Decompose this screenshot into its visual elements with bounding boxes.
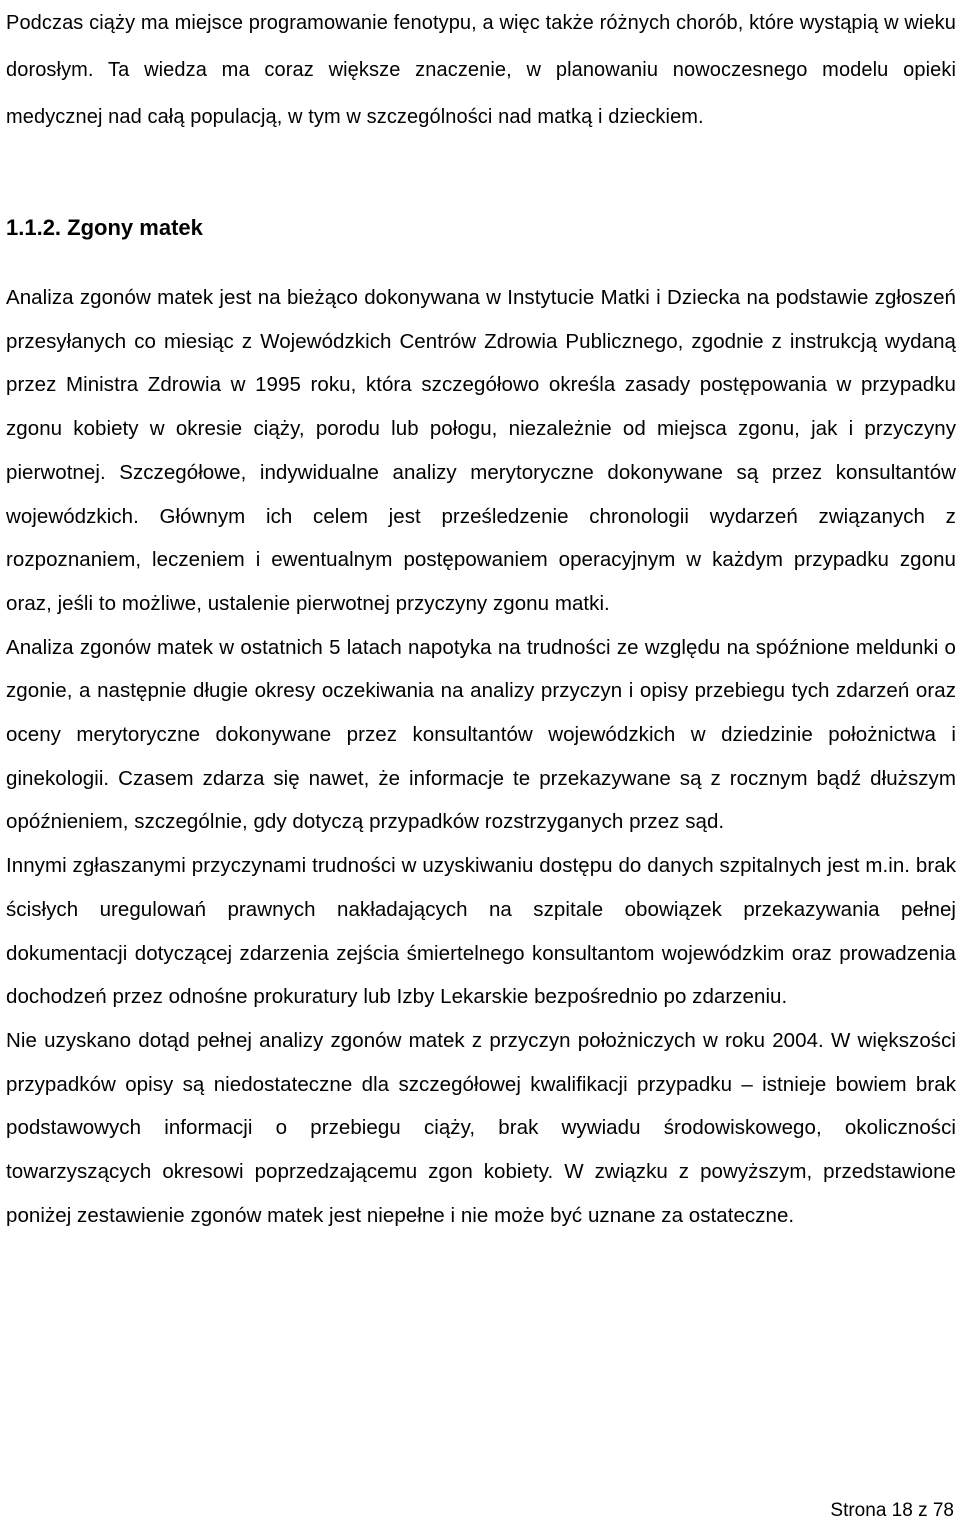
intro-paragraph: Podczas ciąży ma miejsce programowanie fenotypu, a więc także różnych chorób, które wystąpią w wieku dorosłym. Ta wiedza ma coraz większe znaczenie, w planowaniu nowoczesnego modelu opieki medycznej nad całą populacją, w tym w szczególności nad matką i dzieckiem.: [6, 12, 956, 128]
paragraph-incomplete-analysis: Nie uzyskano dotąd pełnej analizy zgonów matek z przyczyn położniczych w roku 2004. W większości przypadków opisy są niedostateczne dla szczegółowej kwalifikacji przypadku – istnieje bowiem brak podstawowych informacji o przebiegu ciąży, brak wywiadu środowiskowego, okoliczności towarzyszących okresowi poprzedzającemu zgon kobiety. W związku z powyższym, przedstawione poniżej zestawienie zgonów matek jest niepełne i nie może być uznane za ostateczne.: [6, 1028, 956, 1227]
page-content: [6, 0, 956, 1227]
section-heading: [6, 210, 203, 246]
paragraph-analysis-procedure: Analiza zgonów matek jest na bieżąco dokonywana w Instytucie Matki i Dziecka na podstawie zgłoszeń przesyłanych co miesiąc z Wojewódzkich Centrów Zdrowia Publicznego, zgodnie z instrukcją wydaną przez Ministra Zdrowia w 1995 roku, która szczegółowo określa zasady postępowania w przypadku zgonu kobiety w okresie ciąży, porodu lub połogu, niezależnie od miejsca zgonu, jak i przyczyny pierwotnej. Szczegółowe, indywidualne analizy merytoryczne dokonywane są przez konsultantów wojewódzkich. Głównym ich celem jest prześledzenie chronologii wydarzeń związanych z rozpoznaniem, leczeniem i ewentualnym postępowaniem operacyjnym w każdym przypadku zgonu oraz, jeśli to możliwe, ustalenie pierwotnej przyczyny zgonu matki.: [6, 286, 956, 615]
section-title: Zgony matek: [67, 215, 203, 240]
section-number: 1.1.2.: [6, 215, 62, 240]
page-number-footer: Strona 18 z 78: [830, 1500, 954, 1521]
paragraph-data-access-difficulties: Innymi zgłaszanymi przyczynami trudności w uzyskiwaniu dostępu do danych szpitalnych jest m.in. brak ścisłych uregulowań prawnych nakładających na szpitale obowiązek przekazywania pełnej dokumentacji dotyczącej zdarzenia zejścia śmiertelnego konsultantom wojewódzkim oraz prowadzenia dochodzeń przez odnośne prokuratury lub Izby Lekarskie bezpośrednio po zdarzeniu.: [6, 854, 956, 1009]
paragraph-reporting-delays: Analiza zgonów matek w ostatnich 5 latach napotyka na trudności ze względu na spóźnione meldunki o zgonie, a następnie długie okresy oczekiwania na analizy przyczyn i opisy przebiegu tych zdarzeń oraz oceny merytoryczne dokonywane przez konsultantów wojewódzkich w dziedzinie położnictwa i ginekologii. Czasem zdarza się nawet, że informacje te przekazywane są z rocznym bądź dłuższym opóźnieniem, szczególnie, gdy dotyczą przypadków rozstrzyganych przez sąd.: [6, 635, 956, 834]
section-body: [6, 276, 956, 1237]
